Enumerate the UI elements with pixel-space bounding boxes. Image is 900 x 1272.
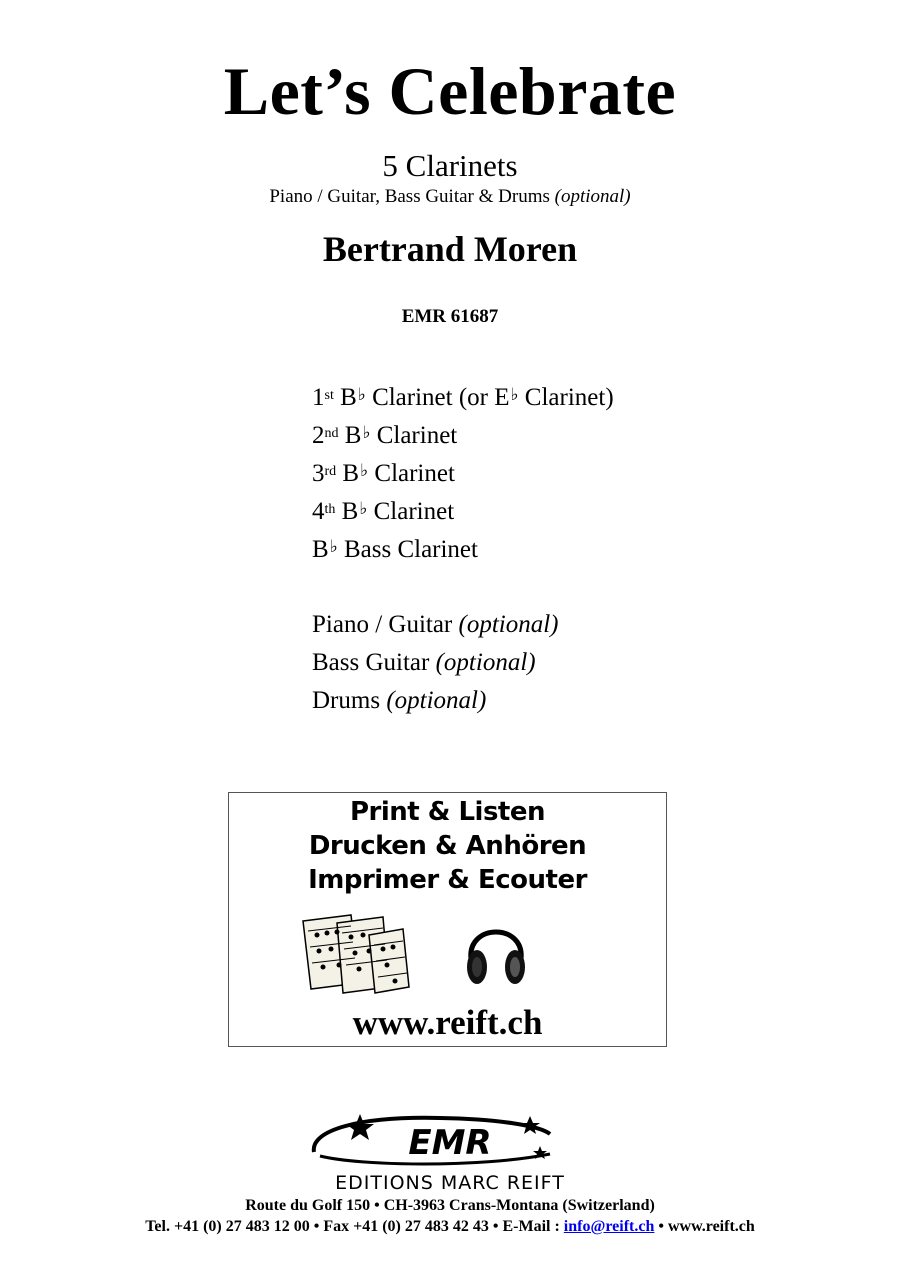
part-ordinal: 2 <box>312 422 325 449</box>
publisher-contact <box>0 1218 900 1236</box>
optional-part-name: Piano / Guitar <box>312 611 453 638</box>
optional-part-3 <box>312 682 559 720</box>
optional-part-name: Drums <box>312 687 381 714</box>
flat-icon: ♭ <box>357 385 366 404</box>
part-key: B <box>342 460 360 487</box>
part-item-1 <box>312 379 614 417</box>
part-text: Clarinet <box>373 498 455 525</box>
flat-icon: ♭ <box>360 461 369 480</box>
part-item-2 <box>312 417 614 455</box>
contact-prefix: Tel. +41 (0) 27 483 12 00 • Fax +41 (0) 27 483 42 43 • E-Mail : <box>145 1218 564 1235</box>
part-ordinal-suffix: st <box>324 388 334 403</box>
flat-icon: ♭ <box>359 499 368 518</box>
contact-suffix: • www.reift.ch <box>654 1218 755 1235</box>
part-ordinal-suffix: rd <box>324 464 337 479</box>
part-text: Clarinet <box>374 460 455 487</box>
instrumentation-sub-note: (optional) <box>554 186 631 207</box>
part-text: Clarinet) <box>524 384 614 411</box>
flat-icon: ♭ <box>362 423 371 442</box>
promo-line-fr: Imprimer & Ecouter <box>308 865 587 895</box>
headphones-icon <box>465 915 527 991</box>
part-ordinal: 4 <box>312 498 325 525</box>
part-ordinal-suffix: th <box>324 502 336 517</box>
catalog-number: EMR 61687 <box>401 306 499 327</box>
part-item-3 <box>312 455 614 493</box>
part-text: Bass Clarinet <box>343 536 478 563</box>
part-key: B <box>312 536 329 563</box>
part-item-4 <box>312 493 614 531</box>
part-item-5 <box>312 531 614 569</box>
optional-part-note: (optional) <box>386 687 487 714</box>
print-listen-box <box>228 792 667 1047</box>
part-key: B <box>344 422 362 449</box>
optional-part-name: Bass Guitar <box>312 649 430 676</box>
optional-part-note: (optional) <box>435 649 536 676</box>
sheet-music-icon <box>299 913 411 995</box>
emr-logo <box>300 1110 600 1172</box>
promo-line-de: Drucken & Anhören <box>308 831 587 861</box>
optional-part-1 <box>312 606 559 644</box>
flat-icon: ♭ <box>510 385 519 404</box>
optional-part-note: (optional) <box>458 611 559 638</box>
part-text: Clarinet <box>376 422 458 449</box>
logo-text: EMR <box>408 1123 492 1163</box>
optional-parts-list <box>312 606 559 720</box>
email-link[interactable]: info@reift.ch <box>563 1218 655 1235</box>
instrumentation-sub-text: Piano / Guitar, Bass Guitar & Drums <box>269 186 550 207</box>
publisher-address: Route du Golf 150 • CH-3963 Crans-Montana (Switzerland) <box>245 1197 655 1214</box>
part-ordinal-suffix: nd <box>324 426 339 441</box>
composer-name: Bertrand Moren <box>322 229 578 269</box>
part-text: Clarinet (or E <box>372 384 510 411</box>
publisher-name: EDITIONS MARC REIFT <box>335 1172 565 1194</box>
instrumentation-sub <box>0 186 900 208</box>
part-ordinal: 3 <box>312 460 325 487</box>
part-key: B <box>340 384 357 411</box>
promo-line-en: Print & Listen <box>349 797 546 827</box>
clarinet-parts-list <box>312 379 614 569</box>
part-ordinal: 1 <box>312 384 325 411</box>
flat-icon: ♭ <box>329 537 338 556</box>
instrumentation-main: 5 Clarinets <box>382 148 518 183</box>
part-key: B <box>341 498 359 525</box>
promo-website-link[interactable]: www.reift.ch <box>352 1003 543 1042</box>
optional-part-2 <box>312 644 559 682</box>
page-title: Let’s Celebrate <box>223 53 677 129</box>
